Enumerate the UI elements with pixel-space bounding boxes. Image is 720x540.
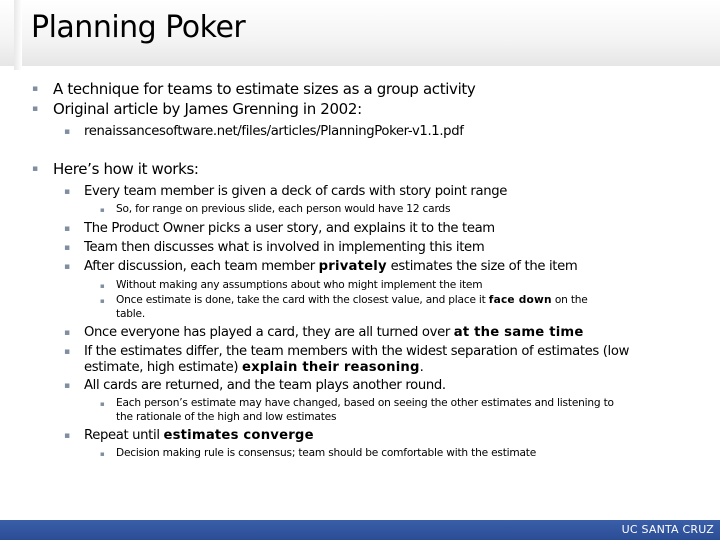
bullet-marker-icon: ▪ xyxy=(64,243,71,253)
bullet-original-article: Original article by James Grenning in 2002: xyxy=(53,100,362,118)
bullet-text: Once estimate is done, take the card with the closest value, and place it xyxy=(116,294,489,306)
bullet-marker-icon: ▪ xyxy=(32,104,39,114)
bullet-product-owner: The Product Owner picks a user story, and explains it to the team xyxy=(84,221,495,236)
bullet-turned-over xyxy=(84,325,584,340)
bullet-marker-icon: ▪ xyxy=(32,84,39,94)
bullet-estimates-differ: If the estimates differ, the team members with the widest separation of estimates (low xyxy=(84,344,630,359)
title-accent-bar xyxy=(14,0,22,70)
bullet-text: estimate, high estimate) xyxy=(84,360,242,375)
emphasis-privately: privately xyxy=(318,259,387,274)
bullet-face-down xyxy=(116,294,588,306)
bullet-marker-icon: ▪ xyxy=(100,450,105,458)
bullet-estimate-changed: Each person’s estimate may have changed, based on seeing the other estimates and listening to xyxy=(116,397,614,409)
bullet-marker-icon: ▪ xyxy=(64,262,71,272)
bullet-marker-icon: ▪ xyxy=(64,127,71,137)
bullet-marker-icon: ▪ xyxy=(100,400,105,408)
bullet-estimates-differ-cont xyxy=(84,360,423,375)
bullet-private-estimate xyxy=(84,259,577,274)
bullet-marker-icon: ▪ xyxy=(64,431,71,441)
slide-title: Planning Poker xyxy=(31,10,246,45)
emphasis-face-down: face down xyxy=(488,294,552,306)
emphasis-converge: estimates converge xyxy=(163,428,314,443)
bullet-marker-icon: ▪ xyxy=(64,347,71,357)
bullet-text: Repeat until xyxy=(84,428,164,443)
emphasis-explain-reasoning: explain their reasoning xyxy=(241,360,420,375)
bullet-marker-icon: ▪ xyxy=(64,187,71,197)
bullet-marker-icon: ▪ xyxy=(100,206,105,214)
bullet-deck-of-cards: Every team member is given a deck of cards with story point range xyxy=(84,184,508,199)
article-url: renaissancesoftware.net/files/articles/PlanningPoker-v1.1.pdf xyxy=(84,124,464,139)
footer-label: UC SANTA CRUZ xyxy=(621,523,714,536)
bullet-technique: A technique for teams to estimate sizes as a group activity xyxy=(53,80,476,98)
bullet-team-discusses: Team then discusses what is involved in implementing this item xyxy=(84,240,485,255)
bullet-consensus: Decision making rule is consensus; team should be comfortable with the estimate xyxy=(116,447,537,459)
bullet-how-it-works: Here’s how it works: xyxy=(53,160,199,178)
bullet-text: After discussion, each team member xyxy=(84,259,319,274)
bullet-no-assumptions: Without making any assumptions about who might implement the item xyxy=(116,279,483,291)
bullet-marker-icon: ▪ xyxy=(100,297,105,305)
bullet-repeat xyxy=(84,428,314,443)
footer-bar xyxy=(0,520,720,540)
bullet-text: on the xyxy=(551,294,588,306)
bullet-cards-returned: All cards are returned, and the team plays another round. xyxy=(84,378,446,393)
bullet-marker-icon: ▪ xyxy=(64,328,71,338)
emphasis-same-time: at the same time xyxy=(453,325,584,340)
bullet-text: . xyxy=(419,360,424,375)
bullet-marker-icon: ▪ xyxy=(100,282,105,290)
bullet-estimate-changed-cont: the rationale of the high and low estimates xyxy=(116,411,337,423)
bullet-marker-icon: ▪ xyxy=(32,164,39,174)
bullet-text: Once everyone has played a card, they are all turned over xyxy=(84,325,454,340)
bullet-12-cards: So, for range on previous slide, each person would have 12 cards xyxy=(116,203,451,215)
bullet-marker-icon: ▪ xyxy=(64,224,71,234)
bullet-face-down-cont: table. xyxy=(116,308,145,320)
bullet-marker-icon: ▪ xyxy=(64,381,71,391)
bullet-text: estimates the size of the item xyxy=(386,259,578,274)
